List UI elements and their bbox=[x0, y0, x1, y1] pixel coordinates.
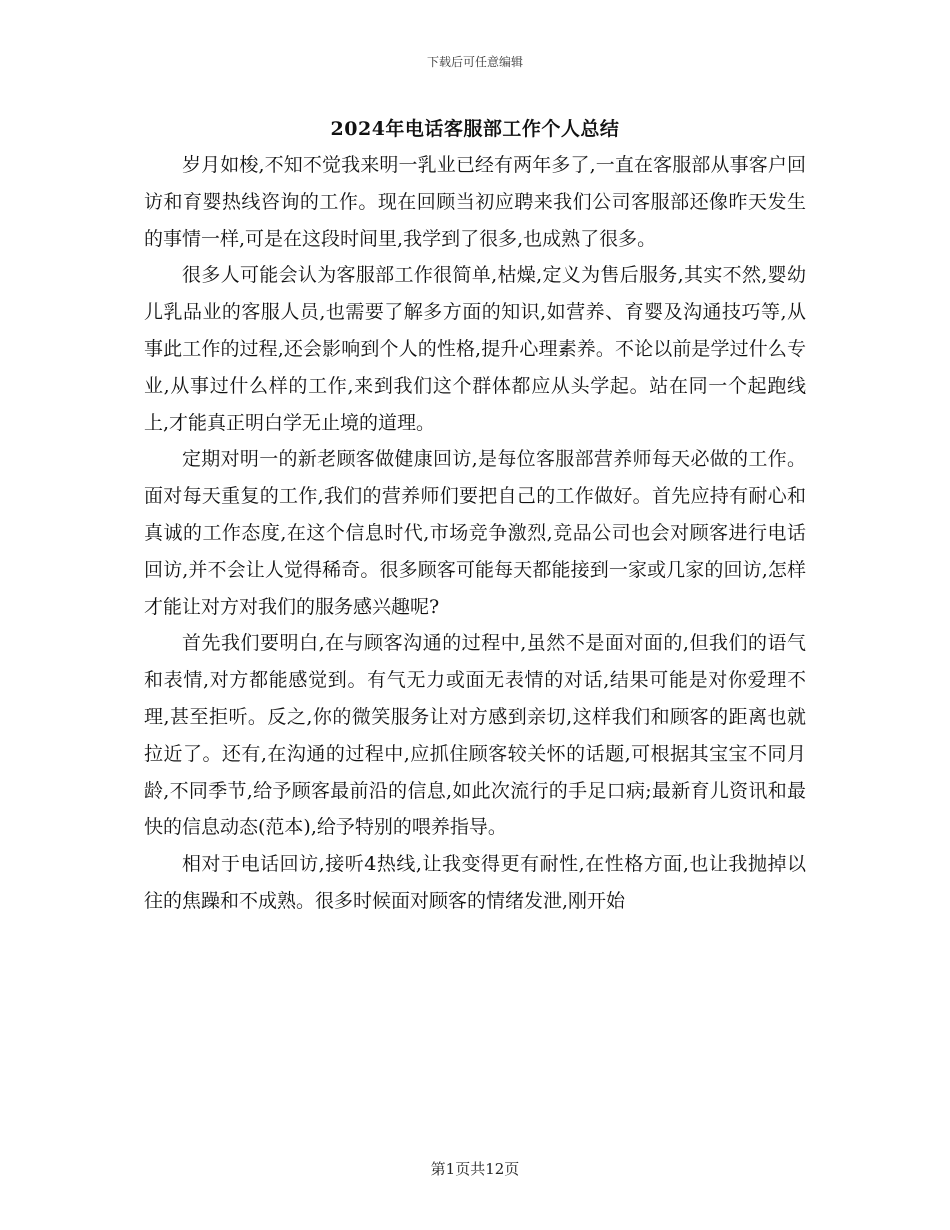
paragraph-2: 很多人可能会认为客服部工作很简单,枯燥,定义为售后服务,其实不然,婴幼儿乳品业的客服人员,也需要了解多方面的知识,如营养、育婴及沟通技巧等,从事此工作的过程,还会影响到个人的性格,提升心理素养。不论以前是学过什么专业,从事过什么样的工作,来到我们这个群体都应从头学起。站在同一个起跑线上,才能真正明白学无止境的道理。 bbox=[144, 264, 806, 434]
page-header-note: 下载后可任意编辑 bbox=[426, 55, 523, 69]
page-number: 第1页共12页 bbox=[430, 1160, 520, 1178]
paragraph-5: 相对于电话回访,接听4热线,让我变得更有耐性,在性格方面,也让我抛掉以往的焦躁和不成熟。很多时候面对顾客的情绪发泄,刚开始 bbox=[144, 853, 806, 912]
paragraph-3: 定期对明一的新老顾客做健康回访,是每位客服部营养师每天必做的工作。面对每天重复的工作,我们的营养师们要把自己的工作做好。首先应持有耐心和真诚的工作态度,在这个信息时代,市场竞争激烈,竞品公司也会对顾客进行电话回访,并不会让人觉得稀奇。很多顾客可能每天都能接到一家或几家的回访,怎样才能让对方对我们的服务感兴趣呢? bbox=[144, 448, 806, 618]
paragraph-1: 岁月如梭,不知不觉我来明一乳业已经有两年多了,一直在客服部从事客户回访和育婴热线咨询的工作。现在回顾当初应聘来我们公司客服部还像昨天发生的事情一样,可是在这段时间里,我学到了很多,也成熟了很多。 bbox=[144, 154, 806, 250]
document-title: 2024年电话客服部工作个人总结 bbox=[330, 118, 620, 140]
document-body bbox=[144, 147, 806, 920]
paragraph-4: 首先我们要明白,在与顾客沟通的过程中,虽然不是面对面的,但我们的语气和表情,对方都能感觉到。有气无力或面无表情的对话,结果可能是对你爱理不理,甚至拒听。反之,你的微笑服务让对方感到亲切,这样我们和顾客的距离也就拉近了。还有,在沟通的过程中,应抓住顾客较关怀的话题,可根据其宝宝不同月龄,不同季节,给予顾客最前沿的信息,如此次流行的手足口病;最新育儿资讯和最快的信息动态(范本),给予特别的喂养指导。 bbox=[144, 632, 806, 839]
